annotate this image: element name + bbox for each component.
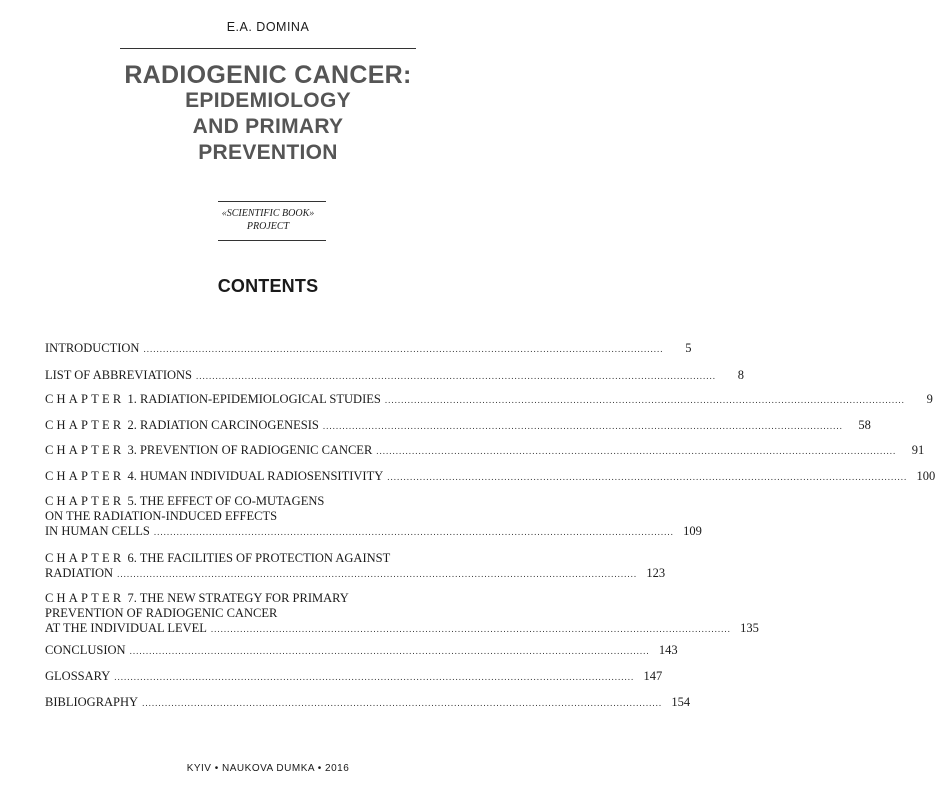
chapter-title: PREVENTION OF RADIOGENIC CANCER (139, 443, 373, 457)
series-line-2: PROJECT (246, 221, 290, 232)
toc-entry-chapter-6 (45, 551, 666, 581)
series-rule-top (218, 201, 326, 202)
toc-entry-glossary (45, 669, 663, 684)
toc-label: LIST OF ABBREVIATIONS (45, 368, 193, 382)
toc-leader: ................................................................................................................................................................ (153, 527, 674, 537)
title-line-1: RADIOGENIC CANCER: (124, 61, 412, 89)
book-title (0, 62, 536, 166)
toc-entry-introduction (45, 341, 692, 356)
toc-page-number: 9 (926, 392, 933, 406)
toc-entry-abbreviations (45, 368, 745, 383)
title-line-3: AND PRIMARY (192, 115, 344, 138)
chapter-word: CHAPTER (45, 494, 125, 508)
series-rule-bottom (218, 240, 326, 241)
author-name: E.A. DOMINA (226, 20, 310, 34)
toc-page-number: 135 (740, 621, 759, 635)
series-line-1: «SCIENTIFIC BOOK» (221, 208, 315, 219)
toc-entry-chapter-2 (45, 418, 871, 433)
chapter-number: 3. (127, 443, 137, 457)
chapter-title-line-1: THE NEW STRATEGY FOR PRIMARY (139, 591, 349, 605)
chapter-title: RADIATION CARCINOGENESIS (139, 418, 319, 432)
chapter-title: RADIATION-EPIDEMIOLOGICAL STUDIES (139, 392, 381, 406)
toc-label: GLOSSARY (45, 669, 111, 683)
chapter-number: 6. (127, 551, 137, 565)
toc-label: BIBLIOGRAPHY (45, 695, 139, 709)
title-line-4: PREVENTION (198, 141, 338, 164)
chapter-word: CHAPTER (45, 469, 125, 483)
chapter-number: 7. (127, 591, 137, 605)
toc-page-number: 154 (671, 695, 691, 709)
toc-page-number: 143 (658, 643, 678, 657)
chapter-title-line-3: AT THE INDIVIDUAL LEVEL (45, 621, 207, 635)
toc-leader: ................................................................................................................................................................ (322, 421, 843, 431)
chapter-number: 2. (127, 418, 137, 432)
series-label (0, 207, 536, 233)
toc-page-number: 147 (643, 669, 663, 683)
chapter-title-line-2: ON THE RADIATION-INDUCED EFFECTS (45, 509, 278, 523)
toc-entry-chapter-4 (45, 469, 935, 484)
chapter-title-line-1: THE FACILITIES OF PROTECTION AGAINST (139, 551, 391, 565)
toc-leader: ................................................................................................................................................................ (114, 672, 635, 682)
toc-label: CONCLUSION (45, 643, 126, 657)
toc-entry-chapter-3 (45, 443, 925, 458)
chapter-word: CHAPTER (45, 551, 125, 565)
toc-label: INTRODUCTION (45, 341, 140, 355)
toc-page-number: 8 (737, 368, 745, 382)
toc-leader: ................................................................................................................................................................ (142, 698, 663, 708)
toc-leader: ................................................................................................................................................................ (196, 371, 717, 381)
chapter-title-line-1: THE EFFECT OF CO-MUTAGENS (139, 494, 325, 508)
toc-leader: ................................................................................................................................................................ (143, 344, 664, 354)
toc-entry-conclusion (45, 643, 678, 658)
chapter-word: CHAPTER (45, 392, 125, 406)
chapter-number: 4. (127, 469, 137, 483)
toc-leader: ................................................................................................................................................................ (210, 624, 731, 634)
chapter-word: CHAPTER (45, 443, 125, 457)
chapter-title-line-3: IN HUMAN CELLS (45, 524, 150, 538)
chapter-number: 1. (127, 392, 137, 406)
toc-entry-bibliography (45, 695, 691, 710)
toc-page-number: 91 (911, 443, 925, 457)
contents-heading: CONTENTS (217, 276, 319, 296)
toc-page-number: 100 (916, 469, 935, 483)
chapter-title-line-2: PREVENTION OF RADIOGENIC CANCER (45, 606, 278, 620)
toc-entry-chapter-5 (45, 494, 702, 539)
toc-leader: ................................................................................................................................................................ (376, 446, 897, 456)
toc-page-number: 5 (685, 341, 692, 355)
chapter-word: CHAPTER (45, 418, 125, 432)
chapter-title: HUMAN INDIVIDUAL RADIOSENSITIVITY (139, 469, 384, 483)
toc-entry-chapter-7 (45, 591, 759, 636)
toc-leader: ................................................................................................................................................................ (384, 395, 905, 405)
toc-page-number: 109 (683, 524, 702, 538)
title-line-2: EPIDEMIOLOGY (185, 89, 351, 112)
chapter-title-line-2: RADIATION (45, 566, 114, 580)
toc-leader: ................................................................................................................................................................ (129, 646, 650, 656)
toc-entry-chapter-1 (45, 392, 933, 407)
toc-leader: ................................................................................................................................................................ (117, 569, 638, 579)
chapter-word: CHAPTER (45, 591, 125, 605)
publisher-imprint: KYIV • NAUKOVA DUMKA • 2016 (186, 763, 350, 774)
top-rule (120, 48, 416, 49)
toc-page-number: 123 (646, 566, 666, 580)
toc-page-number: 58 (858, 418, 871, 432)
toc-leader: ................................................................................................................................................................ (387, 472, 908, 482)
chapter-number: 5. (127, 494, 137, 508)
